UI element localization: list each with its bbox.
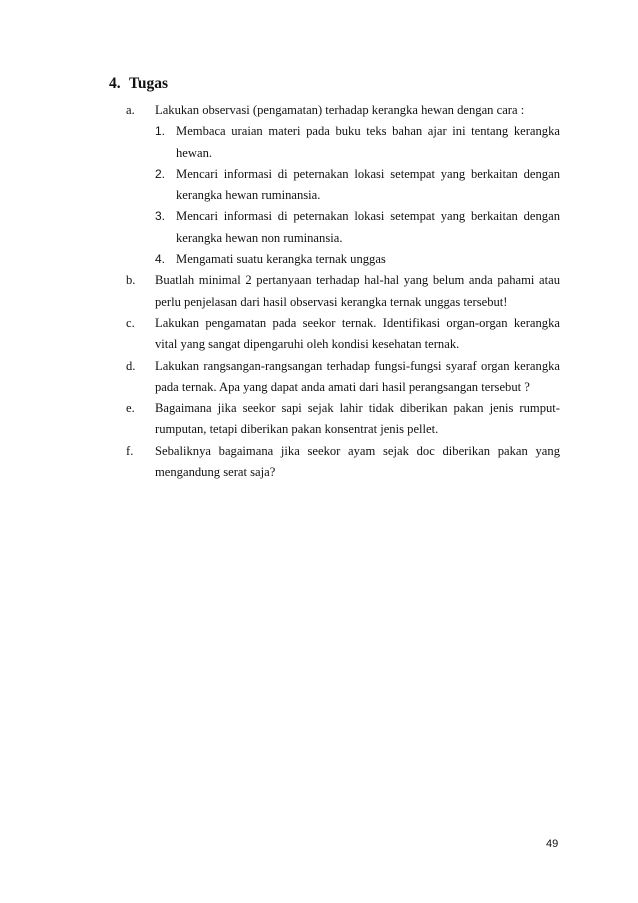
task-item-e	[126, 398, 560, 441]
subtask-marker: 4.	[155, 252, 166, 267]
task-text: Lakukan pengamatan pada seekor ternak. Identifikasi organ-organ kerangka vital yang sangat dipengaruhi oleh kondisi kesehatan ternak.	[155, 315, 560, 352]
task-marker: c.	[126, 315, 135, 330]
task-text: Bagaimana jika seekor sapi sejak lahir tidak diberikan pakan jenis rumput-rumputan, tetapi diberikan pakan konsentrat jenis pellet.	[155, 401, 560, 437]
task-item-c	[126, 313, 560, 356]
section-number: 4.	[109, 75, 121, 92]
task-item-a	[126, 100, 560, 121]
task-marker: d.	[126, 358, 136, 373]
section-title: Tugas	[129, 75, 169, 92]
task-text: Buatlah minimal 2 pertanyaan terhadap hal-hal yang belum anda pahami atau perlu penjelasan dari hasil observasi kerangka ternak unggas tersebut!	[155, 273, 560, 309]
task-marker: f.	[126, 443, 134, 458]
task-marker: a.	[126, 103, 135, 117]
section-heading	[109, 75, 168, 93]
subtask-text: Membaca uraian materi pada buku teks bahan ajar ini tentang kerangka hewan.	[176, 124, 560, 160]
subtask-item-3	[155, 206, 560, 249]
subtask-text: Mengamati suatu kerangka ternak unggas	[176, 252, 386, 267]
task-text: Sebaliknya bagaimana jika seekor ayam sejak doc diberikan pakan yang mengandung serat saja?	[155, 443, 560, 480]
task-item-b	[126, 270, 560, 313]
subtask-text: Mencari informasi di peternakan lokasi setempat yang berkaitan dengan kerangka hewan non ruminansia.	[176, 209, 560, 245]
task-list	[126, 100, 560, 483]
task-item-d	[126, 356, 560, 399]
subtask-text: Mencari informasi di peternakan lokasi setempat yang berkaitan dengan kerangka hewan ruminansia.	[176, 166, 560, 203]
subtask-item-4	[155, 249, 560, 270]
subtask-item-2	[155, 164, 560, 207]
task-text: Lakukan rangsangan-rangsangan terhadap fungsi-fungsi syaraf organ kerangka pada ternak. Apa yang dapat anda amati dari hasil perangsangan tersebut ?	[155, 358, 560, 394]
subtask-marker: 2.	[155, 166, 166, 181]
subtask-marker: 1.	[155, 124, 166, 139]
page-number: 49	[546, 838, 559, 850]
subtask-marker: 3.	[155, 209, 166, 224]
task-marker: e.	[126, 401, 135, 416]
subtask-item-1	[155, 121, 560, 164]
task-marker: b.	[126, 273, 136, 288]
task-item-f	[126, 441, 560, 484]
task-text: Lakukan observasi (pengamatan) terhadap kerangka hewan dengan cara :	[155, 103, 525, 117]
